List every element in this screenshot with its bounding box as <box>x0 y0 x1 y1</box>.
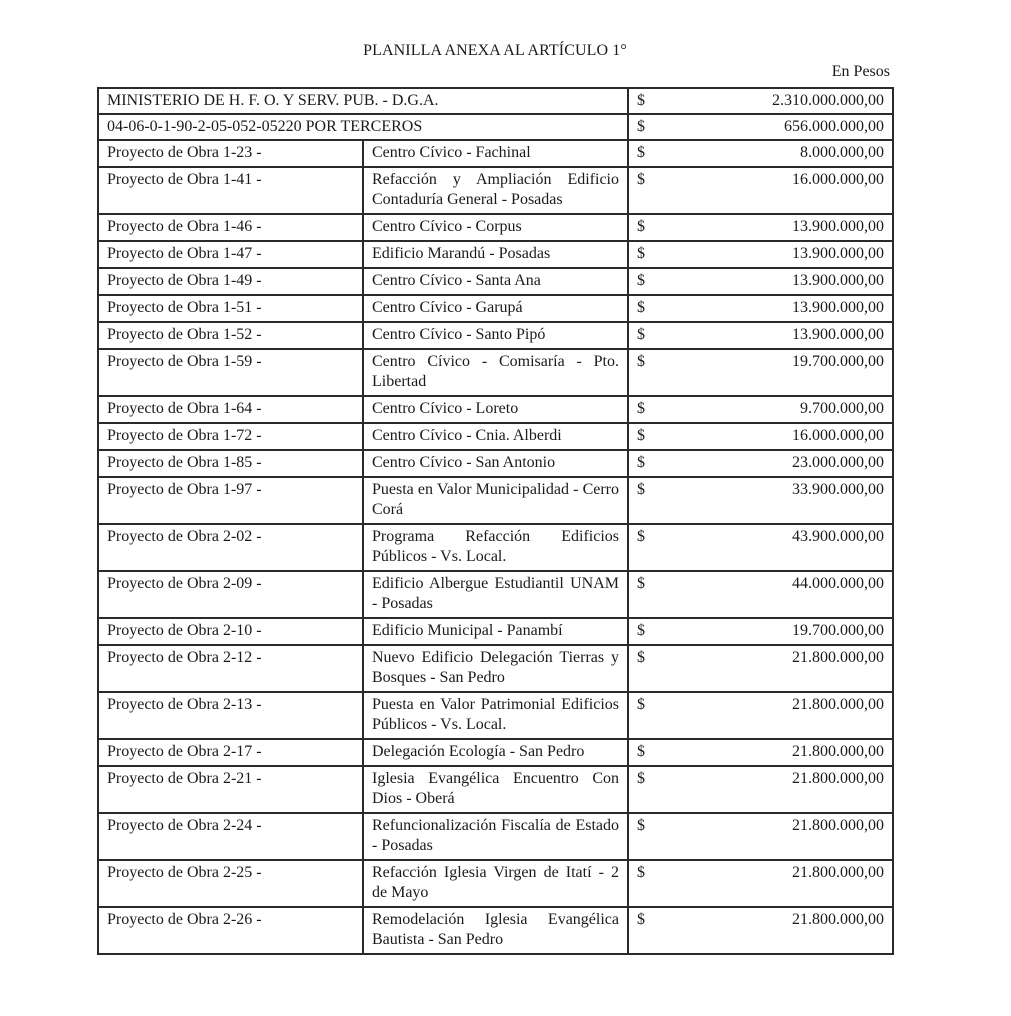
project-code: Proyecto de Obra 1-47 - <box>98 241 363 268</box>
amount-value: 19.700.000,00 <box>792 622 884 639</box>
currency-symbol: $ <box>637 622 645 639</box>
project-code: Proyecto de Obra 1-97 - <box>98 477 363 524</box>
amount-cell <box>628 618 893 645</box>
project-description: Centro Cívico - Cnia. Alberdi <box>363 423 628 450</box>
amount-cell <box>628 477 893 524</box>
table-row <box>98 477 893 524</box>
currency-symbol: $ <box>637 245 645 262</box>
table-row <box>98 295 893 322</box>
table-row <box>98 349 893 396</box>
project-description: Centro Cívico - San Antonio <box>363 450 628 477</box>
project-code: Proyecto de Obra 1-23 - <box>98 140 363 167</box>
currency-symbol: $ <box>637 427 645 444</box>
amount-cell <box>628 396 893 423</box>
currency-symbol: $ <box>637 218 645 235</box>
project-description: Centro Cívico - Santa Ana <box>363 268 628 295</box>
project-description: Puesta en Valor Patrimonial Edificios Públicos - Vs. Local. <box>363 692 628 739</box>
currency-symbol: $ <box>637 353 645 370</box>
amount-cell <box>628 322 893 349</box>
amount-value: 8.000.000,00 <box>800 144 884 161</box>
amount-cell <box>628 813 893 860</box>
amount-value: 13.900.000,00 <box>792 218 884 235</box>
currency-symbol: $ <box>637 272 645 289</box>
table-row <box>98 322 893 349</box>
project-code: Proyecto de Obra 1-51 - <box>98 295 363 322</box>
amount-cell <box>628 268 893 295</box>
project-description: Edificio Albergue Estudiantil UNAM - Posadas <box>363 571 628 618</box>
currency-symbol: $ <box>637 528 645 545</box>
amount-value: 13.900.000,00 <box>792 272 884 289</box>
project-description: Centro Cívico - Corpus <box>363 214 628 241</box>
project-code: Proyecto de Obra 1-46 - <box>98 214 363 241</box>
amount-value: 44.000.000,00 <box>792 575 884 592</box>
amount-value: 21.800.000,00 <box>792 911 884 928</box>
project-code: Proyecto de Obra 2-26 - <box>98 907 363 954</box>
project-description: Edificio Marandú - Posadas <box>363 241 628 268</box>
currency-symbol: $ <box>637 743 645 760</box>
currency-symbol: $ <box>637 171 645 188</box>
project-description: Centro Cívico - Santo Pipó <box>363 322 628 349</box>
amount-value: 9.700.000,00 <box>800 400 884 417</box>
project-description: Nuevo Edificio Delegación Tierras y Bosques - San Pedro <box>363 645 628 692</box>
project-code: Proyecto de Obra 1-64 - <box>98 396 363 423</box>
table-row <box>98 739 893 766</box>
page-title: PLANILLA ANEXA AL ARTÍCULO 1° <box>363 42 627 59</box>
summary-amount-cell <box>628 114 893 140</box>
project-code: Proyecto de Obra 2-25 - <box>98 860 363 907</box>
project-code: Proyecto de Obra 2-02 - <box>98 524 363 571</box>
currency-unit-label: En Pesos <box>831 63 890 80</box>
project-code: Proyecto de Obra 2-13 - <box>98 692 363 739</box>
table-row <box>98 450 893 477</box>
amount-cell <box>628 571 893 618</box>
currency-symbol: $ <box>637 864 645 881</box>
currency-symbol: $ <box>637 817 645 834</box>
amount-value: 13.900.000,00 <box>792 326 884 343</box>
currency-symbol: $ <box>637 299 645 316</box>
amount-value: 21.800.000,00 <box>792 817 884 834</box>
table-row <box>98 692 893 739</box>
amount-value: 21.800.000,00 <box>792 649 884 666</box>
summary-row-ministry <box>98 88 893 114</box>
table-row <box>98 860 893 907</box>
amount-value: 33.900.000,00 <box>792 481 884 498</box>
project-code: Proyecto de Obra 2-12 - <box>98 645 363 692</box>
project-description: Centro Cívico - Loreto <box>363 396 628 423</box>
summary-label: MINISTERIO DE H. F. O. Y SERV. PUB. - D.G.A. <box>98 88 628 114</box>
table-row <box>98 140 893 167</box>
project-code: Proyecto de Obra 2-24 - <box>98 813 363 860</box>
table-row <box>98 766 893 813</box>
amount-cell <box>628 450 893 477</box>
table-row <box>98 618 893 645</box>
currency-symbol: $ <box>637 144 645 161</box>
amount-cell <box>628 692 893 739</box>
amount-cell <box>628 766 893 813</box>
amount-cell <box>628 907 893 954</box>
table-row <box>98 214 893 241</box>
amount-cell <box>628 860 893 907</box>
amount-value: 13.900.000,00 <box>792 299 884 316</box>
currency-symbol: $ <box>637 454 645 471</box>
project-description: Refacción y Ampliación Edificio Contaduría General - Posadas <box>363 167 628 214</box>
amount-cell <box>628 214 893 241</box>
amount-value: 23.000.000,00 <box>792 454 884 471</box>
project-description: Refacción Iglesia Virgen de Itatí - 2 de Mayo <box>363 860 628 907</box>
project-code: Proyecto de Obra 2-10 - <box>98 618 363 645</box>
amount-cell <box>628 349 893 396</box>
amount-cell <box>628 739 893 766</box>
project-code: Proyecto de Obra 1-59 - <box>98 349 363 396</box>
amount-value: 13.900.000,00 <box>792 245 884 262</box>
amount-cell <box>628 241 893 268</box>
project-code: Proyecto de Obra 2-17 - <box>98 739 363 766</box>
currency-symbol: $ <box>637 911 645 928</box>
project-description: Edificio Municipal - Panambí <box>363 618 628 645</box>
currency-symbol: $ <box>637 326 645 343</box>
summary-label: 04-06-0-1-90-2-05-052-05220 POR TERCEROS <box>98 114 628 140</box>
table-row <box>98 524 893 571</box>
currency-symbol: $ <box>637 575 645 592</box>
amount-value: 19.700.000,00 <box>792 353 884 370</box>
project-code: Proyecto de Obra 2-21 - <box>98 766 363 813</box>
project-description: Puesta en Valor Municipalidad - Cerro Corá <box>363 477 628 524</box>
amount-value: 21.800.000,00 <box>792 864 884 881</box>
currency-symbol: $ <box>637 770 645 787</box>
table-row <box>98 423 893 450</box>
annex-table <box>97 87 894 955</box>
project-code: Proyecto de Obra 1-49 - <box>98 268 363 295</box>
amount-value: 43.900.000,00 <box>792 528 884 545</box>
table-row <box>98 167 893 214</box>
currency-symbol: $ <box>637 481 645 498</box>
project-description: Centro Cívico - Comisaría - Pto. Libertad <box>363 349 628 396</box>
project-code: Proyecto de Obra 2-09 - <box>98 571 363 618</box>
currency-symbol: $ <box>637 92 645 109</box>
currency-symbol: $ <box>637 118 645 135</box>
project-code: Proyecto de Obra 1-72 - <box>98 423 363 450</box>
amount-cell <box>628 167 893 214</box>
amount-value: 16.000.000,00 <box>792 171 884 188</box>
table-row <box>98 268 893 295</box>
amount-value: 21.800.000,00 <box>792 743 884 760</box>
annex-table-body <box>98 88 893 954</box>
project-description: Delegación Ecología - San Pedro <box>363 739 628 766</box>
currency-symbol: $ <box>637 649 645 666</box>
project-description: Centro Cívico - Fachinal <box>363 140 628 167</box>
table-row <box>98 241 893 268</box>
amount-value: 656.000.000,00 <box>784 118 884 135</box>
project-description: Centro Cívico - Garupá <box>363 295 628 322</box>
amount-value: 21.800.000,00 <box>792 696 884 713</box>
project-code: Proyecto de Obra 1-52 - <box>98 322 363 349</box>
project-description: Refuncionalización Fiscalía de Estado - Posadas <box>363 813 628 860</box>
project-description: Programa Refacción Edificios Públicos - Vs. Local. <box>363 524 628 571</box>
table-row <box>98 907 893 954</box>
summary-amount-cell <box>628 88 893 114</box>
table-row <box>98 813 893 860</box>
project-code: Proyecto de Obra 1-85 - <box>98 450 363 477</box>
table-row <box>98 645 893 692</box>
amount-cell <box>628 295 893 322</box>
amount-value: 16.000.000,00 <box>792 427 884 444</box>
amount-value: 21.800.000,00 <box>792 770 884 787</box>
amount-cell <box>628 423 893 450</box>
amount-value: 2.310.000.000,00 <box>772 92 884 109</box>
project-description: Remodelación Iglesia Evangélica Bautista - San Pedro <box>363 907 628 954</box>
project-description: Iglesia Evangélica Encuentro Con Dios - Oberá <box>363 766 628 813</box>
table-row <box>98 396 893 423</box>
currency-symbol: $ <box>637 400 645 417</box>
currency-symbol: $ <box>637 696 645 713</box>
amount-cell <box>628 140 893 167</box>
amount-cell <box>628 645 893 692</box>
amount-cell <box>628 524 893 571</box>
project-code: Proyecto de Obra 1-41 - <box>98 167 363 214</box>
summary-row-program <box>98 114 893 140</box>
table-row <box>98 571 893 618</box>
